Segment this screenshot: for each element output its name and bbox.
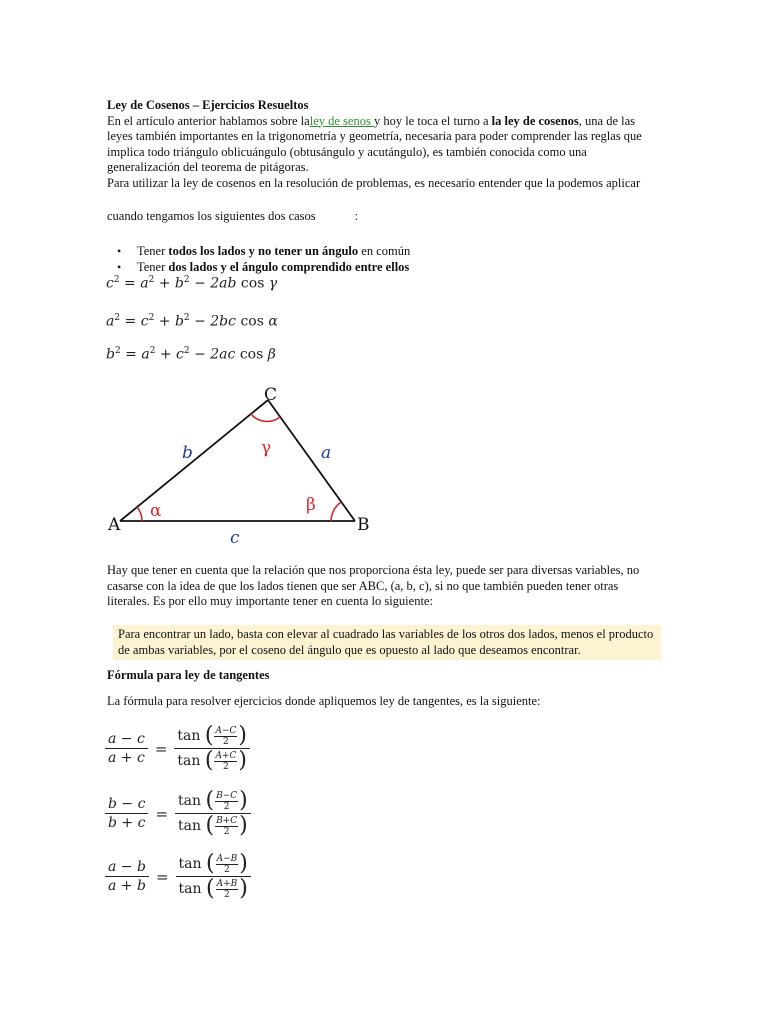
half: 2 — [223, 761, 229, 772]
ley-de-senos-link[interactable]: ley de senos — [309, 113, 374, 128]
side-b-edge — [120, 400, 268, 521]
exp: 2 — [183, 346, 190, 356]
side-b-label: b — [182, 443, 193, 463]
angle-gamma-arc — [251, 414, 280, 421]
angle-alpha-arc — [137, 507, 142, 521]
half: 2 — [224, 864, 230, 875]
highlight-box — [113, 625, 661, 660]
list-item — [107, 243, 652, 259]
intro-paragraph — [107, 114, 652, 176]
case-2-pre: Tener — [137, 260, 169, 274]
tangent-3-rhs — [176, 852, 251, 901]
tangent-heading: Fórmula para ley de tangentes — [107, 668, 270, 682]
tangent-2-rhs-num: tan ( $\frac{B-C}{2}$ ) — [175, 789, 251, 814]
tangent-2-lhs-den: b + c — [108, 815, 146, 831]
formula-c-angle: γ — [264, 275, 278, 292]
angle-alpha-label: α — [150, 501, 162, 521]
tangent-2-diff: B−C — [216, 790, 238, 801]
tangent-3-sum: A+B — [216, 878, 238, 889]
tan-label: tan — [177, 728, 201, 744]
tangent-3-rhs-den: tan ( $\frac{A+B}{2}$ ) — [178, 876, 248, 901]
intro-text-2: y hoy le toca el turno a — [373, 113, 492, 128]
cases-list — [107, 243, 652, 275]
formula-c-part1: = a — [119, 275, 149, 292]
formula-c-part3: − 2ab — [189, 275, 241, 292]
exp: 2 — [114, 313, 121, 323]
intro-text-1: En el artículo anterior hablamos sobre la — [107, 113, 310, 128]
intro-text-3: , una de las leyes también importantes en la trigonometría y geometría, necesaria para poder comprender las reglas que implica todo triángulo oblicuángulo (obtusángulo y acutángulo), es también conocida como una generalización del teorema de pitágoras. — [107, 113, 642, 174]
cases-intro — [107, 209, 652, 225]
angle-beta-arc — [331, 502, 341, 521]
case-2-bold: dos lados y el ángulo comprendido entre ellos — [168, 260, 410, 274]
cos-label: cos — [239, 346, 264, 363]
formula-b-part2: + c — [155, 346, 184, 363]
formula-a — [106, 313, 278, 330]
formula-a-part2: + b — [154, 313, 184, 330]
tangent-2-sum: B+C — [216, 815, 238, 826]
half: 2 — [223, 736, 229, 747]
intro-block — [107, 98, 652, 191]
tan-label: tan — [178, 881, 202, 897]
formula-b-angle: β — [263, 346, 276, 363]
tangent-2-lhs-num: b − c — [105, 795, 148, 814]
tan-label: tan — [178, 818, 202, 834]
intro-bold: la ley de cosenos — [491, 113, 579, 128]
case-1-post: en común — [358, 244, 411, 258]
highlight-text: Para encontrar un lado, basta con elevar al cuadrado las variables de los otros dos lados, menos el producto de ambas variables, por el coseno del ángulo que es opuesto al lado que deseamos encontrar. — [118, 627, 654, 657]
formula-a-angle: α — [263, 313, 278, 330]
side-c-label: c — [230, 528, 240, 548]
formula-b — [106, 346, 276, 363]
tangent-1-lhs — [105, 730, 148, 767]
tangent-3-rhs-num: tan ( $\frac{A-B}{2}$ ) — [176, 852, 251, 877]
tangent-formula-3 — [105, 852, 251, 901]
angle-beta-label: β — [306, 495, 316, 515]
exp: 2 — [149, 346, 156, 356]
paragraph-apply: Para utilizar la ley de cosenos en la resolución de problemas, es necesario entender que la podemos aplicar — [107, 175, 641, 190]
half: 2 — [223, 801, 230, 812]
tangent-1-lhs-den: a + c — [108, 750, 145, 766]
tangent-1-rhs-num: tan ( $\frac{A-C}{2}$ ) — [174, 724, 250, 749]
angle-gamma-label: γ — [261, 438, 272, 458]
vertex-a-label: A — [108, 515, 121, 535]
tangent-3-diff: A−B — [216, 853, 238, 864]
formula-c-part2: + b — [154, 275, 184, 292]
tangent-formula-2 — [105, 789, 251, 838]
exp: 2 — [114, 346, 121, 356]
formula-c-lhs: c — [106, 275, 114, 292]
cases-list-wrap — [107, 243, 652, 275]
tangent-3-lhs-den: a + b — [108, 878, 146, 894]
tan-label: tan — [178, 856, 202, 872]
equals-sign: = — [155, 867, 169, 886]
side-a-label: a — [321, 443, 332, 463]
tangent-1-sum: A+C — [215, 750, 237, 761]
tan-label: tan — [178, 793, 202, 809]
case-1-pre: Tener — [137, 244, 169, 258]
tangent-3-lhs-num: a − b — [105, 858, 149, 877]
exp: 2 — [113, 275, 120, 285]
case-1-bold: todos los lados y no tener un ángulo — [168, 244, 359, 258]
exp: 2 — [183, 313, 190, 323]
vertex-b-label: B — [357, 515, 370, 535]
vertex-c-label: C — [264, 385, 278, 405]
tangent-formula-1 — [105, 724, 250, 773]
exp: 2 — [148, 313, 155, 323]
formula-b-lhs: b — [106, 346, 115, 363]
formula-c — [106, 275, 277, 292]
cos-label: cos — [240, 313, 264, 330]
tangent-1-rhs — [174, 724, 250, 773]
formula-a-lhs: a — [106, 313, 115, 330]
tangent-intro: La fórmula para resolver ejercicios donde apliquemos ley de tangentes, es la siguiente: — [107, 694, 541, 708]
tangent-2-rhs-den: tan ( $\frac{B+C}{2}$ ) — [178, 813, 248, 838]
exp: 2 — [183, 275, 190, 285]
tangent-2-rhs — [175, 789, 251, 838]
half: 2 — [223, 826, 230, 837]
formula-b-part1: = a — [120, 346, 150, 363]
equals-sign: = — [154, 739, 168, 758]
tan-label: tan — [177, 753, 201, 769]
half: 2 — [224, 889, 230, 900]
list-item — [107, 259, 652, 275]
formula-a-part3: − 2bc — [189, 313, 241, 330]
paragraph-variables — [107, 563, 655, 610]
tangent-1-lhs-num: a − c — [105, 730, 148, 749]
exp: 2 — [148, 275, 155, 285]
cos-label: cos — [240, 275, 265, 292]
paragraph-variables-text: Hay que tener en cuenta que la relación que nos proporciona ésta ley, puede ser para diversas variables, no casarse con la idea de que los lados tienen que ser ABC, (a, b, c), si no que también pueden tener otras literales. Es por ello muy importante tener en cuenta lo siguiente: — [107, 563, 640, 608]
page-title: Ley de Cosenos – Ejercicios Resueltos — [107, 98, 309, 112]
cases-intro-text: cuando tengamos los siguientes dos casos — [107, 209, 316, 223]
tangent-3-lhs — [105, 858, 149, 895]
cases-intro-colon: : — [354, 209, 359, 223]
tangent-2-lhs — [105, 795, 148, 832]
triangle-diagram — [100, 378, 390, 553]
tangent-1-rhs-den: tan ( $\frac{A+C}{2}$ ) — [177, 748, 247, 773]
tangent-1-diff: A−C — [215, 725, 237, 736]
formula-a-part1: = c — [120, 313, 149, 330]
equals-sign: = — [155, 804, 169, 823]
formula-b-part3: − 2ac — [189, 346, 240, 363]
